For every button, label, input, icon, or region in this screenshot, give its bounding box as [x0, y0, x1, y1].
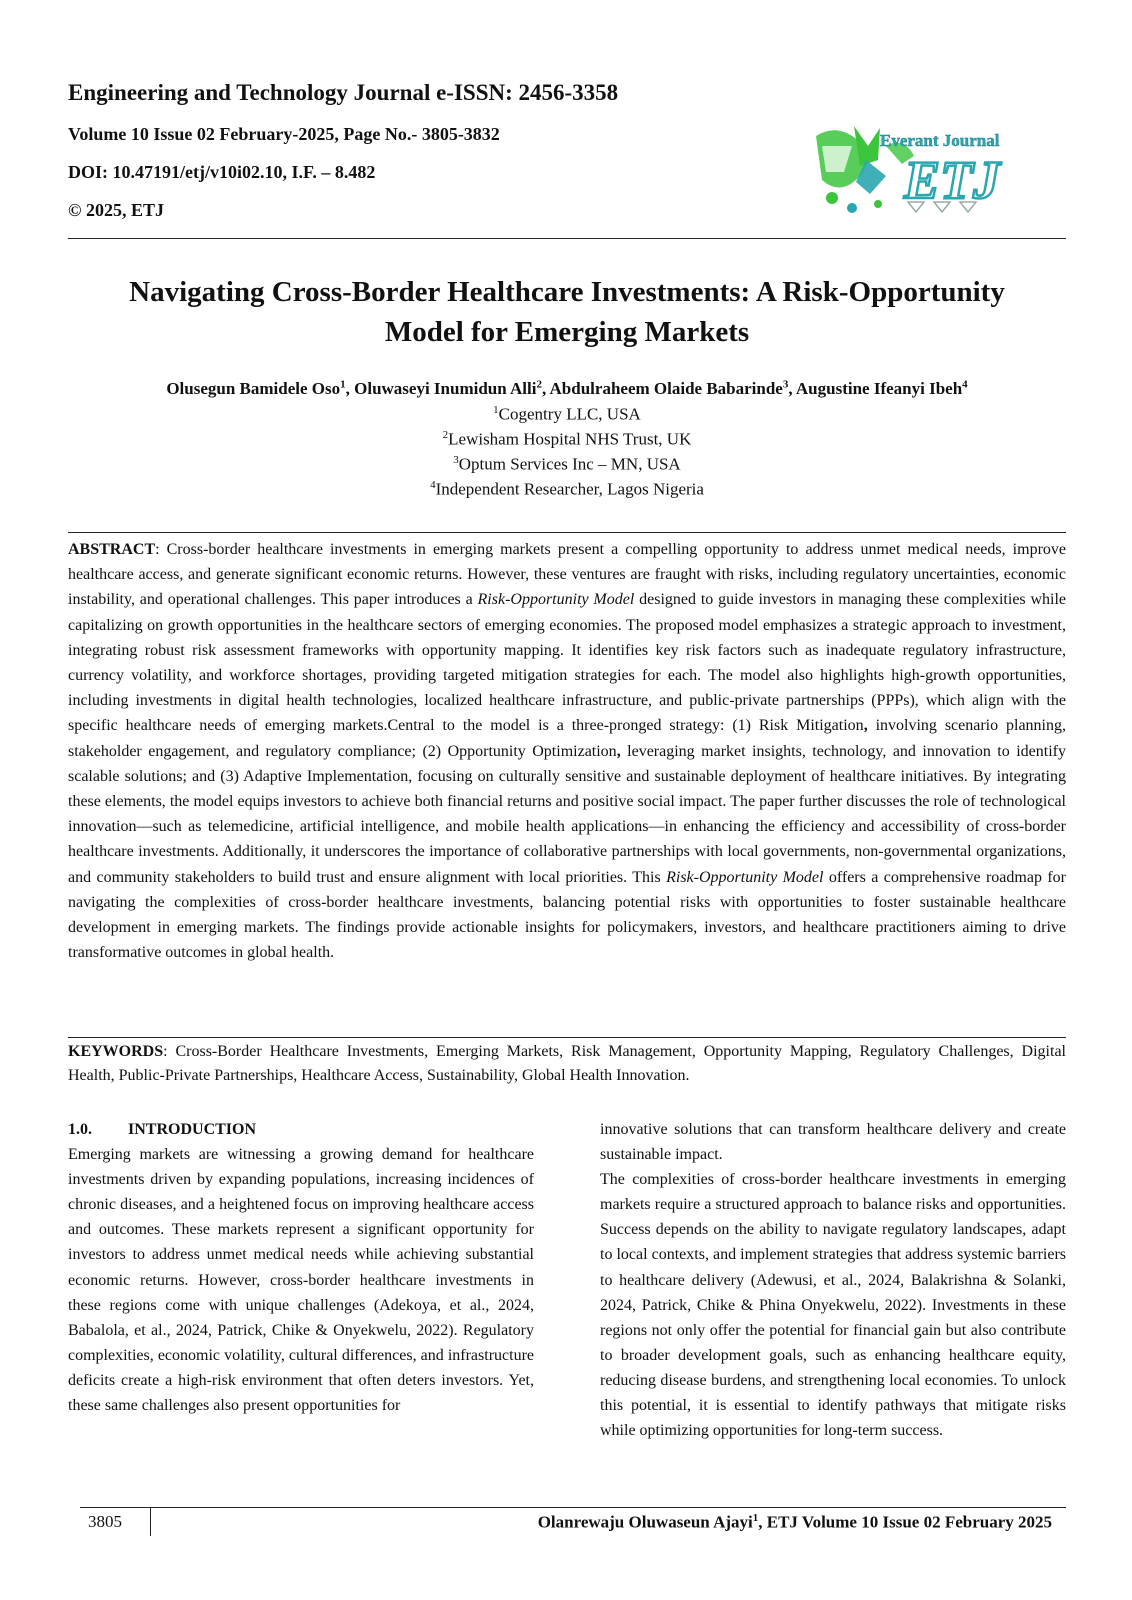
header-divider [68, 238, 1066, 239]
section-title: INTRODUCTION [128, 1121, 257, 1138]
paragraph: innovative solutions that can transform healthcare delivery and create sustainable impact. [600, 1121, 1066, 1164]
keywords: KEYWORDS: Cross-Border Healthcare Investments, Emerging Markets, Risk Management, Opportunity Mapping, Regulatory Challenges, Digital Health, Public-Private Partnerships, Healthcare Access, Sustainability, Global Health Innovation. [68, 1043, 1066, 1084]
abstract-label: ABSTRACT [68, 541, 156, 558]
footer-separator [150, 1508, 151, 1536]
paragraph: Emerging markets are witnessing a growing demand for healthcare investments driven by expanding populations, increasing incidences of chronic diseases, and a heightened focus on improving healthcare access and outcomes. These markets represent a significant opportunity for investors to address unmet medical needs while achieving substantial economic returns. However, cross-border healthcare investments in these regions come with unique challenges (Adekoya, et al., 2024, Babalola, et al., 2024, Patrick, Chike & Onyekwelu, 2022). Regulatory complexities, economic volatility, cultural differences, and infrastructure deficits create a high-risk environment that often deters investors. Yet, these same challenges also present opportunities for [68, 1146, 534, 1415]
etj-logo [808, 116, 1020, 224]
paragraph: The complexities of cross-border healthcare investments in emerging markets require a structured approach to balance risks and opportunities. Success depends on the ability to navigate regulatory landscapes, adapt to local contexts, and implement strategies that address systemic barriers to healthcare delivery (Adewusi, et al., 2024, Balakrishna & Solanki, 2024, Patrick, Chike & Phina Onyekwelu, 2022). Investments in these regions not only offer the potential for financial gain but also contribute to broader development goals, such as enhancing healthcare equity, reducing disease burdens, and strengthening local economies. To unlock this potential, it is essential to identify pathways that mitigate risks while optimizing opportunities for long-term success. [600, 1171, 1066, 1440]
journal-name: Engineering and Technology Journal e-ISSN: 2456-3358 [68, 80, 619, 105]
volume-info: Volume 10 Issue 02 February-2025, Page No.- 3805-3832 [68, 124, 500, 144]
keywords-divider [68, 1037, 1066, 1038]
author-list [68, 378, 1066, 399]
footer-divider [80, 1507, 1066, 1508]
author: Oluwaseyi Inumidun Alli$^2$, [354, 378, 550, 398]
running-footer: Olanrewaju Oluwaseun Ajayi$^1$, ETJ Volume 10 Issue 02 February 2025 [537, 1512, 1052, 1532]
author: Abdulraheem Olaide Babarinde$^3$, [549, 378, 796, 398]
keywords-label: KEYWORDS [68, 1043, 164, 1060]
logo-top-text: Everant Journal [880, 131, 1000, 150]
title-line-2: Model for Emerging Markets [384, 316, 750, 348]
affiliation: $^2$Lewisham Hospital NHS Trust, UK [442, 429, 692, 449]
page-number: 3805 [88, 1512, 122, 1531]
section-number: 1.0. [68, 1121, 92, 1138]
copyright: © 2025, ETJ [68, 200, 164, 220]
author: Augustine Ifeanyi Ibeh$^4$ [795, 378, 968, 398]
affiliation: $^1$Cogentry LLC, USA [493, 404, 641, 424]
section-heading [68, 1117, 534, 1142]
logo-text: ETJ [904, 150, 1001, 210]
left-column [68, 1117, 534, 1418]
affiliation: $^4$Independent Researcher, Lagos Nigeria [430, 479, 704, 499]
abstract-top-divider [68, 532, 1066, 533]
right-column [600, 1117, 1066, 1443]
paper-title [68, 272, 1066, 352]
title-line-1: Navigating Cross-Border Healthcare Investments: A Risk-Opportunity [129, 276, 1005, 308]
author: Olusegun Bamidele Oso$^1$, [166, 378, 355, 398]
doi-info: DOI: 10.47191/etj/v10i02.10, I.F. – 8.482 [68, 162, 376, 182]
abstract: ABSTRACT: Cross-border healthcare investments in emerging markets present a compelling opportunity to address unmet medical needs, improve healthcare access, and generate significant economic returns. However, these ventures are fraught with risks, including regulatory uncertainties, economic instability, and operational challenges. This paper introduces a Risk-Opportunity Model designed to guide investors in managing these complexities while capitalizing on growth opportunities in the healthcare sectors of emerging economies. The proposed model emphasizes a strategic approach to investment, integrating robust risk assessment frameworks with opportunity mapping. It identifies key risk factors such as inadequate regulatory infrastructure, currency volatility, and workforce shortages, providing targeted mitigation strategies for each. The model also highlights high-growth opportunities, including investments in digital health technologies, localized healthcare infrastructure, and public-private partnerships (PPPs), which align with the specific healthcare needs of emerging markets.Central to the model is a three-pronged strategy: (1) Risk Mitigation, involving scenario planning, stakeholder engagement, and regulatory compliance; (2) Opportunity Optimization, leveraging market insights, technology, and innovation to identify scalable solutions; and (3) Adaptive Implementation, focusing on culturally sensitive and sustainable deployment of healthcare initiatives. By integrating these elements, the model equips investors to achieve both financial returns and positive social impact. The paper further discusses the role of technological innovation—such as telemedicine, artificial intelligence, and mobile health applications—in enhancing the efficiency and accessibility of cross-border healthcare investments. Additionally, it underscores the importance of collaborative partnerships with local governments, non-governmental organizations, and community stakeholders to build trust and ensure alignment with local priorities. This Risk-Opportunity Model offers a comprehensive roadmap for navigating the complexities of cross-border healthcare investments, balancing potential risks with opportunities to foster sustainable healthcare development in emerging markets. The findings provide actionable insights for policymakers, investors, and healthcare practitioners aiming to drive transformative outcomes in global health. [68, 541, 1067, 962]
affiliation: $^3$Optum Services Inc – MN, USA [453, 454, 681, 474]
